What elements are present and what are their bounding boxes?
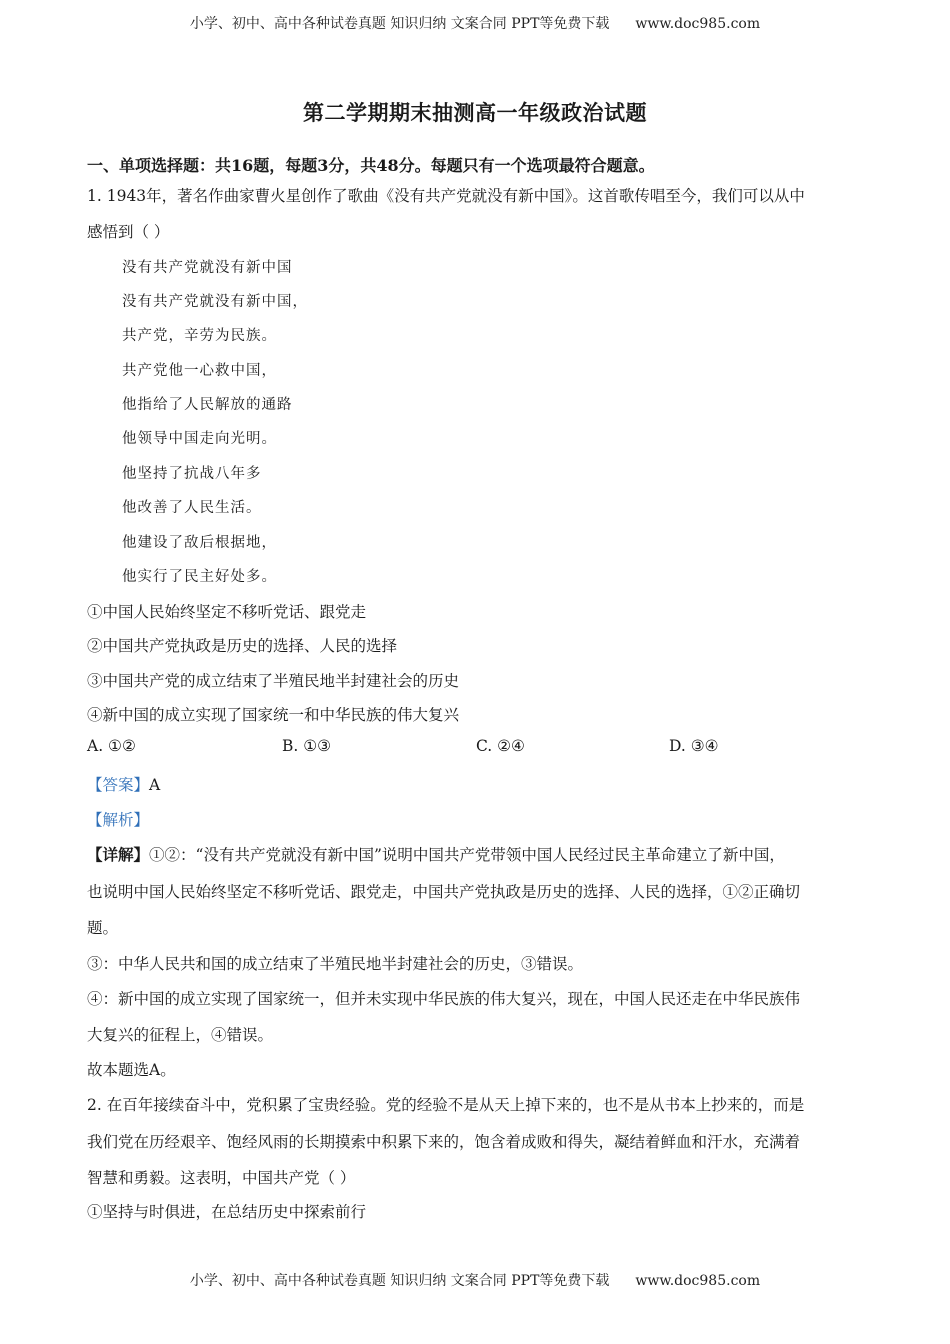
detail-label: 【详解】	[87, 845, 150, 864]
footer-text: 小学、初中、高中各种试卷真题 知识归纳 文案合同 PPT等免费下载	[189, 1273, 610, 1289]
poem-line: 他实行了民主好处多。	[122, 569, 277, 585]
q1-statement: ③中国共产党的成立结束了半殖民地半封建社会的历史	[87, 672, 460, 690]
q2-stem-line1: 2. 在百年接续奋斗中，党积累了宝贵经验。党的经验不是从天上掉下来的，也不是从书本上抄来的，而是	[87, 1096, 805, 1114]
q2-statement: ①坚持与时俱进，在总结历史中探索前行	[87, 1203, 367, 1221]
answer-value: A	[149, 776, 161, 794]
q1-stem-line1: 1. 1943年，著名作曲家曹火星创作了歌曲《没有共产党就没有新中国》。这首歌传唱至今，我们可以从中	[87, 187, 805, 205]
poem-line: 他建设了敌后根据地，	[122, 535, 277, 551]
q1-statement: ④新中国的成立实现了国家统一和中华民族的伟大复兴	[87, 706, 460, 724]
poem-line: 共产党他一心救中国，	[122, 363, 277, 379]
q2-stem-line2: 我们党在历经艰辛、饱经风雨的长期摸索中积累下来的，饱含着成败和得失，凝结着鲜血和汗水，充满着	[87, 1133, 801, 1151]
q1-conclusion: 故本题选A。	[87, 1061, 176, 1079]
q1-stem-line2: 感悟到（ ）	[87, 223, 170, 241]
poem-line: 他指给了人民解放的通路	[122, 397, 293, 413]
footer-site-link[interactable]: www.doc985.com	[635, 1273, 761, 1289]
poem-line: 他领导中国走向光明。	[122, 431, 277, 447]
q1-option-b: B. ①③	[282, 737, 332, 755]
q1-analysis	[87, 808, 149, 830]
analysis-label: 【解析】	[87, 811, 150, 829]
q1-statement: ②中国共产党执政是历史的选择、人民的选择	[87, 637, 398, 655]
q1-detail-line6: 大复兴的征程上，④错误。	[87, 1026, 274, 1044]
poem-line: 没有共产党就没有新中国，	[122, 294, 308, 310]
answer-label: 【答案】	[87, 776, 150, 794]
q2-stem-line3: 智慧和勇毅。这表明，中国共产党（ ）	[87, 1169, 356, 1187]
q1-detail-line3: 题。	[87, 919, 119, 937]
q1-detail-line5: ④：新中国的成立实现了国家统一，但并未实现中华民族的伟大复兴，现在，中国人民还走在中华民族伟	[87, 990, 801, 1008]
header-site-link[interactable]: www.doc985.com	[635, 16, 761, 32]
section-heading: 一、单项选择题：共16题，每题3分，共48分。每题只有一个选项最符合题意。	[87, 156, 655, 175]
q1-detail-line2: 也说明中国人民始终坚定不移听党话、跟党走，中国共产党执政是历史的选择、人民的选择，①②正确切	[87, 883, 801, 901]
page-footer	[0, 1270, 950, 1290]
q1-answer	[87, 773, 160, 795]
q1-option-d: D. ③④	[669, 737, 719, 755]
page-header	[0, 13, 950, 33]
header-text: 小学、初中、高中各种试卷真题 知识归纳 文案合同 PPT等免费下载	[189, 16, 610, 32]
q1-option-a: A. ①②	[87, 737, 136, 755]
q1-detail-line4: ③：中华人民共和国的成立结束了半殖民地半封建社会的历史，③错误。	[87, 955, 584, 973]
poem-line: 他坚持了抗战八年多	[122, 466, 262, 482]
q1-statement: ①中国人民始终坚定不移听党话、跟党走	[87, 603, 367, 621]
q1-detail-line1	[87, 843, 785, 865]
page-title: 第二学期期末抽测高一年级政治试题	[303, 100, 647, 125]
poem-line: 没有共产党就没有新中国	[122, 260, 293, 276]
poem-line: 他改善了人民生活。	[122, 500, 262, 516]
q1-option-c: C. ②④	[476, 737, 525, 755]
detail-text: ①②：“没有共产党就没有新中国”说明中国共产党带领中国人民经过民主革命建立了新中国，	[149, 846, 785, 864]
poem-line: 共产党，辛劳为民族。	[122, 328, 277, 344]
